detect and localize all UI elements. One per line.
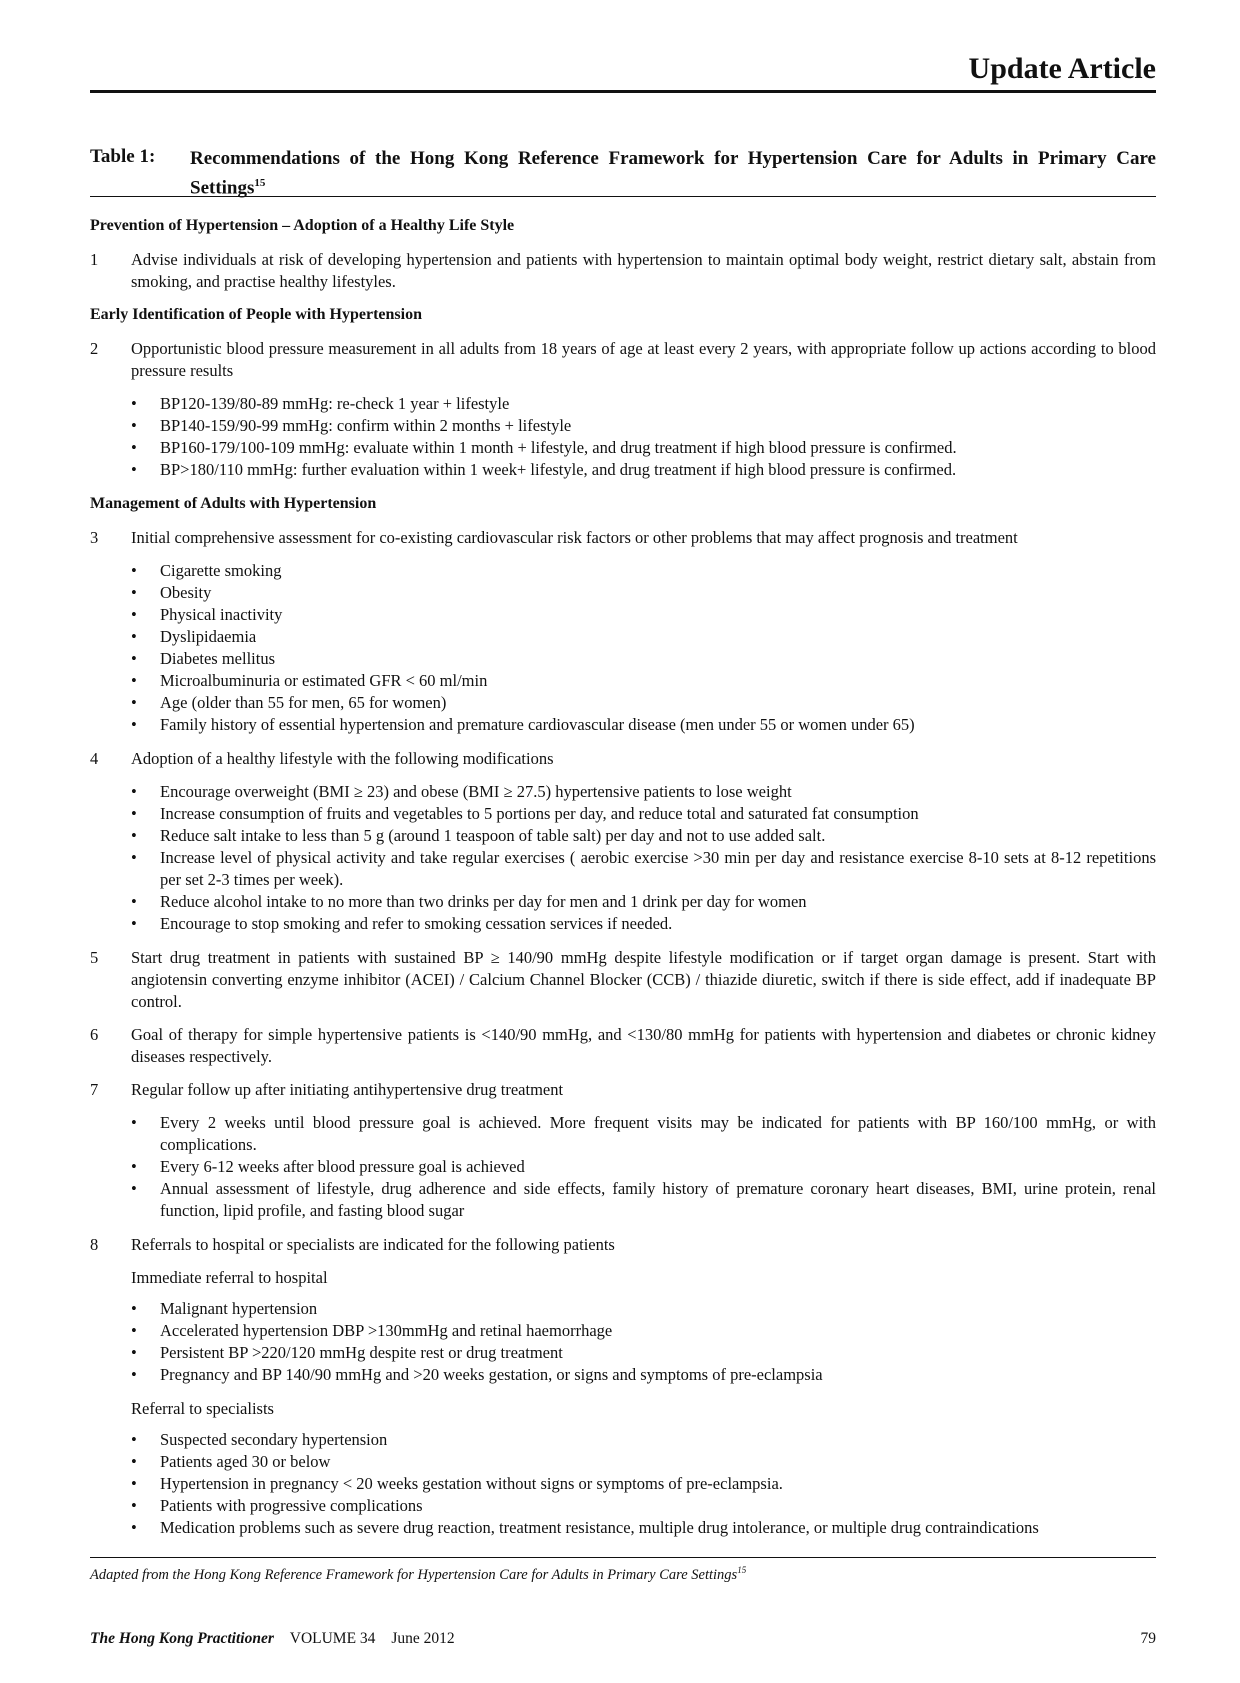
item-number: 3	[90, 528, 99, 547]
bullet-list	[131, 1429, 1156, 1539]
bullet-item: • Hypertension in pregnancy < 20 weeks gestation without signs or symptoms of pre-eclampsia.	[131, 1473, 1156, 1495]
bullet-item: • Every 6-12 weeks after blood pressure goal is achieved	[131, 1156, 1156, 1178]
item-number: 1	[90, 250, 99, 269]
item-number: 6	[90, 1025, 99, 1044]
recommendation-item	[90, 748, 1156, 770]
header	[90, 48, 1156, 93]
bullet-item: • Reduce alcohol intake to no more than two drinks per day for men and 1 drink per day for women	[131, 891, 1156, 913]
bullet-item: • Increase consumption of fruits and vegetables to 5 portions per day, and reduce total and saturated fat consumption	[131, 803, 1156, 825]
bullet-item: • Cigarette smoking	[131, 560, 1156, 582]
item-text: Opportunistic blood pressure measurement in all adults from 18 years of age at least every 2 years, with appropriate follow up actions according to blood pressure results	[131, 339, 1156, 380]
bullet-list	[131, 560, 1156, 736]
bullet-item: • Suspected secondary hypertension	[131, 1429, 1156, 1451]
referral-subheading: Immediate referral to hospital	[131, 1268, 328, 1287]
bullet-item: • Encourage to stop smoking and refer to smoking cessation services if needed.	[131, 913, 1156, 935]
bullet-item: • Family history of essential hypertension and premature cardiovascular disease (men under 55 or women under 65)	[131, 714, 1156, 736]
section-heading: Early Identification of People with Hypertension	[90, 306, 422, 323]
bullet-item: • BP120-139/80-89 mmHg: re-check 1 year + lifestyle	[131, 393, 1156, 415]
recommendation-item	[90, 527, 1156, 549]
bullet-item: • BP>180/110 mmHg: further evaluation within 1 week+ lifestyle, and drug treatment if high blood pressure is confirmed.	[131, 459, 1156, 481]
section-heading: Management of Adults with Hypertension	[90, 495, 377, 512]
bullet-item: • Annual assessment of lifestyle, drug adherence and side effects, family history of premature coronary heart diseases, BMI, urine protein, renal function, lipid profile, and fasting blood sugar	[131, 1178, 1156, 1222]
item-text: Goal of therapy for simple hypertensive patients is <140/90 mmHg, and <130/80 mmHg for patients with hypertension and diabetes or chronic kidney diseases respectively.	[131, 1025, 1156, 1066]
bullet-list	[131, 781, 1156, 935]
referral-subheading: Referral to specialists	[131, 1399, 274, 1418]
table-title-text: Recommendations of the Hong Kong Reference Framework for Hypertension Care for Adults in Primary Care Settings	[190, 148, 1156, 199]
bullet-item: • Diabetes mellitus	[131, 648, 1156, 670]
item-text: Start drug treatment in patients with sustained BP ≥ 140/90 mmHg despite lifestyle modification or if target organ damage is present. Start with angiotensin converting enzyme inhibitor (ACEI) / Calcium Channel Blocker (CCB) / thiazide diuretic, switch if there is side effect, add if inadequate BP control.	[131, 948, 1156, 1011]
item-text: Regular follow up after initiating antihypertensive drug treatment	[131, 1080, 564, 1099]
bullet-item: • Medication problems such as severe drug reaction, treatment resistance, multiple drug intolerance, or multiple drug contraindications	[131, 1517, 1156, 1539]
item-number: 7	[90, 1080, 99, 1099]
bullet-item: • Patients aged 30 or below	[131, 1451, 1156, 1473]
bullet-item: • Every 2 weeks until blood pressure goal is achieved. More frequent visits may be indicated for patients with BP 160/100 mmHg, or with complications.	[131, 1112, 1156, 1156]
item-text: Initial comprehensive assessment for co-existing cardiovascular risk factors or other problems that may affect prognosis and treatment	[131, 528, 1018, 547]
recommendation-item	[90, 338, 1156, 382]
bullet-item: • Malignant hypertension	[131, 1298, 1156, 1320]
page	[90, 0, 1156, 1683]
article-type-title: Update Article	[968, 52, 1156, 85]
bullet-item: • Increase level of physical activity and take regular exercises ( aerobic exercise >30 min per day and resistance exercise 8-10 sets at 8-12 repetitions per set 2-3 times per week).	[131, 847, 1156, 891]
bullet-item: • Pregnancy and BP 140/90 mmHg and >20 weeks gestation, or signs and symptoms of pre-eclampsia	[131, 1364, 1156, 1386]
bullet-item: • Persistent BP >220/120 mmHg despite rest or drug treatment	[131, 1342, 1156, 1364]
bullet-item: • BP160-179/100-109 mmHg: evaluate within 1 month + lifestyle, and drug treatment if high blood pressure is confirmed.	[131, 437, 1156, 459]
table-top-rule	[90, 196, 1156, 197]
item-text: Advise individuals at risk of developing hypertension and patients with hypertension to maintain optimal body weight, restrict dietary salt, abstain from smoking, and practise healthy lifestyles.	[131, 250, 1156, 291]
table-bottom-rule	[90, 1557, 1156, 1558]
bullet-item: • Encourage overweight (BMI ≥ 23) and obese (BMI ≥ 27.5) hypertensive patients to lose weight	[131, 781, 1156, 803]
table-title-ref: 15	[254, 177, 266, 189]
bullet-list	[131, 1298, 1156, 1386]
bullet-item: • Dyslipidaemia	[131, 626, 1156, 648]
table-title	[190, 146, 1156, 200]
bullet-item: • Physical inactivity	[131, 604, 1156, 626]
recommendation-item	[90, 249, 1156, 293]
item-number: 8	[90, 1235, 99, 1254]
bullet-item: • Reduce salt intake to less than 5 g (around 1 teaspoon of table salt) per day and not to use added salt.	[131, 825, 1156, 847]
bullet-list	[131, 1112, 1156, 1222]
bullet-item: • Accelerated hypertension DBP >130mmHg and retinal haemorrhage	[131, 1320, 1156, 1342]
table-body	[90, 215, 1156, 1551]
bullet-item: • BP140-159/90-99 mmHg: confirm within 2 months + lifestyle	[131, 415, 1156, 437]
recommendation-item	[90, 1024, 1156, 1068]
recommendation-item	[90, 1079, 1156, 1101]
journal-volume: VOLUME 34	[289, 1630, 376, 1647]
note-ref: 15	[737, 1565, 747, 1575]
note-text: Adapted from the Hong Kong Reference Framework for Hypertension Care for Adults in Primary Care Settings	[90, 1566, 738, 1583]
item-text: Adoption of a healthy lifestyle with the following modifications	[131, 749, 554, 768]
item-number: 4	[90, 749, 99, 768]
item-text: Referrals to hospital or specialists are indicated for the following patients	[131, 1235, 615, 1254]
page-footer	[90, 1630, 1156, 1648]
bullet-item: • Microalbuminuria or estimated GFR < 60 ml/min	[131, 670, 1156, 692]
item-number: 5	[90, 948, 99, 967]
recommendation-item	[90, 947, 1156, 1013]
issue-date: June 2012	[391, 1630, 455, 1647]
table-caption	[90, 146, 1156, 200]
bullet-item: • Age (older than 55 for men, 65 for women)	[131, 692, 1156, 714]
bullet-item: • Obesity	[131, 582, 1156, 604]
journal-name: The Hong Kong Practitioner	[90, 1630, 274, 1647]
table-source-note	[90, 1565, 746, 1584]
section-heading: Prevention of Hypertension – Adoption of a Healthy Life Style	[90, 217, 515, 234]
item-number: 2	[90, 339, 99, 358]
page-number: 79	[1140, 1630, 1156, 1647]
bullet-list	[131, 393, 1156, 481]
recommendation-item	[90, 1234, 1156, 1256]
table-label: Table 1:	[90, 146, 156, 167]
bullet-item: • Patients with progressive complications	[131, 1495, 1156, 1517]
